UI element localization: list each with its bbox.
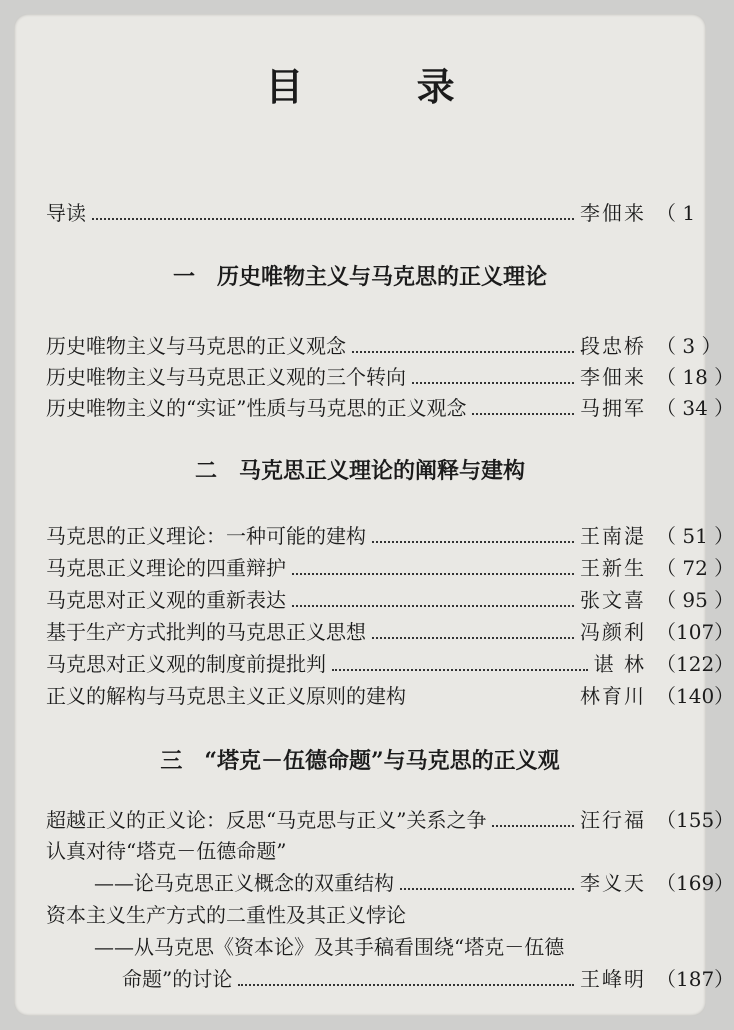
entry-title-main: 资本主义生产方式的二重性及其正义悖论 [46, 903, 406, 927]
dot-leader [292, 605, 574, 607]
dot-leader [372, 637, 574, 639]
toc-entry [46, 648, 734, 677]
dot-leader [352, 351, 574, 353]
entry-title: 马克思对正义观的制度前提批判 [46, 652, 326, 676]
toc-entry-intro [46, 197, 712, 226]
entry-author: 李佃来 [580, 201, 646, 225]
entry-title-main: 认真对待“塔克－伍德命题” [46, 839, 287, 863]
dot-leader [400, 888, 574, 890]
entry-page: （ 72 ） [656, 556, 734, 580]
entry-author: 王峰明 [580, 967, 646, 991]
page-title: 目 录 [265, 64, 505, 109]
entry-title: 马克思的正义理论：一种可能的建构 [46, 524, 366, 548]
toc-entry [46, 392, 734, 421]
dot-leader [372, 541, 574, 543]
entry-page: （ 51 ） [656, 524, 734, 548]
toc-entry [46, 552, 734, 581]
entry-page: （107） [656, 620, 734, 644]
toc-entry-subtitle [94, 867, 734, 896]
toc-entry [46, 680, 734, 709]
part-heading-3: 三 “塔克－伍德命题”与马克思的正义观 [160, 748, 560, 774]
entry-author: 冯颜利 [580, 620, 646, 644]
entry-page: （ 18 ） [656, 365, 734, 389]
entry-author: 段忠桥 [580, 334, 646, 358]
dot-leader [492, 825, 574, 827]
dot-leader [472, 413, 574, 415]
toc-entry [46, 584, 734, 613]
entry-author: 汪行福 [580, 808, 646, 832]
dot-leader [332, 669, 588, 671]
entry-title: 导读 [46, 201, 86, 225]
entry-title: 马克思正义理论的四重辩护 [46, 556, 286, 580]
dot-leader [412, 382, 574, 384]
toc-entry-subtitle-cont [122, 963, 734, 992]
entry-author: 李佃来 [580, 365, 646, 389]
entry-author: 李义天 [580, 871, 646, 895]
entry-page: （155） [656, 808, 734, 832]
entry-page: （122） [656, 652, 734, 676]
entry-author: 谌 林 [593, 652, 646, 676]
entry-page: （ 95 ） [656, 588, 734, 612]
dot-leader [292, 573, 574, 575]
part-heading-1: 一 历史唯物主义与马克思的正义理论 [172, 264, 547, 290]
toc-entry [46, 520, 734, 549]
book-page [14, 14, 734, 1016]
part-heading-2: 二 马克思正义理论的阐释与建构 [194, 458, 525, 484]
toc-entry [46, 330, 722, 359]
entry-title: 历史唯物主义的“实证”性质与马克思的正义观念 [46, 396, 467, 420]
entry-page: （ 34 ） [656, 396, 734, 420]
entry-page: （140） [656, 684, 734, 708]
entry-author: 王南湜 [580, 524, 646, 548]
entry-subtitle-cont: 命题”的讨论 [122, 967, 233, 991]
entry-page: （ 3 ） [656, 334, 722, 358]
entry-title: 基于生产方式批判的马克思正义思想 [46, 620, 366, 644]
entry-title: 正义的解构与马克思主义正义原则的建构 [46, 684, 406, 708]
toc-entry [46, 616, 734, 645]
entry-page: （169） [656, 871, 734, 895]
entry-title: 历史唯物主义与马克思正义观的三个转向 [46, 365, 406, 389]
entry-author: 林育川 [580, 684, 646, 708]
entry-page: （ 1 [656, 201, 696, 225]
toc-entry [46, 804, 734, 833]
entry-subtitle: ——从马克思《资本论》及其手稿看围绕“塔克－伍德 [94, 935, 565, 959]
entry-title: 马克思对正义观的重新表达 [46, 588, 286, 612]
entry-title: 历史唯物主义与马克思的正义观念 [46, 334, 346, 358]
dot-leader [238, 984, 574, 986]
entry-author: 王新生 [580, 556, 646, 580]
dot-leader [92, 218, 574, 220]
entry-author: 马拥军 [580, 396, 646, 420]
toc-entry [46, 361, 734, 390]
entry-author: 张文喜 [580, 588, 646, 612]
entry-subtitle: ——论马克思正义概念的双重结构 [94, 871, 394, 895]
entry-title: 超越正义的正义论：反思“马克思与正义”关系之争 [46, 808, 487, 832]
entry-page: （187） [656, 967, 734, 991]
